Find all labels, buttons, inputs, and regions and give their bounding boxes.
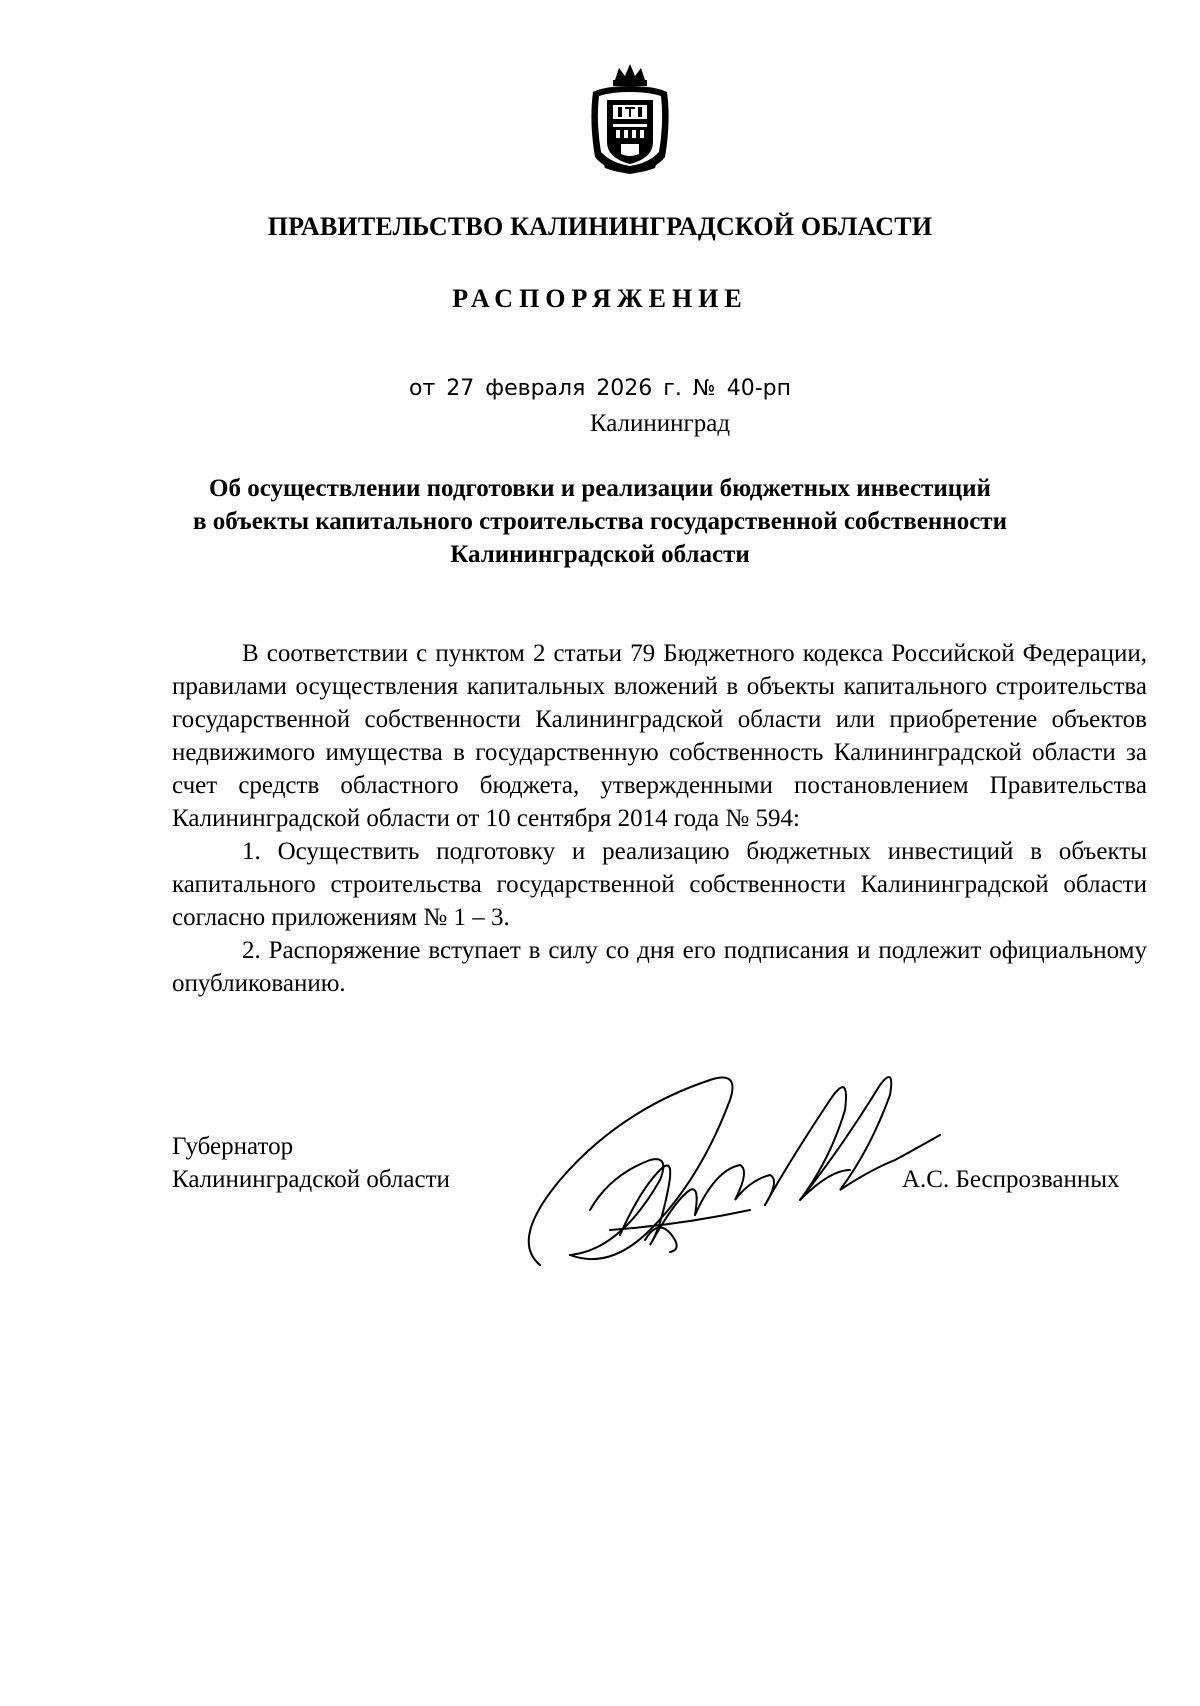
document-number: 40-рп bbox=[726, 376, 792, 401]
document-date: 27 февраля 2026 г. bbox=[446, 376, 682, 401]
organization-title: ПРАВИТЕЛЬСТВО КАЛИНИНГРАДСКОЙ ОБЛАСТИ bbox=[267, 212, 933, 241]
date-prefix: от bbox=[408, 376, 436, 401]
document-body bbox=[172, 637, 1147, 1000]
subject-line: Об осуществлении подготовки и реализации бюджетных инвестиций bbox=[209, 475, 991, 502]
document-subject bbox=[130, 472, 1070, 571]
preamble-paragraph: В соответствии с пунктом 2 статьи 79 Бюджетного кодекса Российской Федерации, правилами осуществления капитальных вложений в объекты капитального строительства государственной собственности Калининградской области или приобретение объектов недвижимого имущества в государственную собственность Калининградской области за счет средств областного бюджета, утвержденными постановлением Правительства Калининградской области от 10 сентября 2014 года № 594: bbox=[172, 640, 1147, 832]
number-label: № bbox=[692, 376, 716, 401]
date-number-line bbox=[0, 376, 1200, 401]
item-1-paragraph: 1. Осуществить подготовку и реализацию бюджетных инвестиций в объекты капитального строительства государственной собственности Калининградской области согласно приложениям № 1 – 3. bbox=[172, 838, 1147, 931]
signatory-name: А.С. Беспрозванных bbox=[902, 1166, 1120, 1193]
city: Калининград bbox=[589, 410, 731, 437]
signatory-position bbox=[172, 1130, 450, 1196]
position-title: Губернатор bbox=[172, 1133, 294, 1160]
position-region: Калининградской области bbox=[172, 1166, 450, 1193]
coat-of-arms-emblem bbox=[585, 62, 675, 177]
handwritten-signature bbox=[500, 1040, 960, 1280]
subject-line: в объекты капитального строительства государственной собственности bbox=[192, 508, 1007, 535]
document-type: РАСПОРЯЖЕНИЕ bbox=[452, 284, 748, 313]
subject-line: Калининградской области bbox=[450, 541, 750, 568]
item-2-paragraph: 2. Распоряжение вступает в силу со дня его подписания и подлежит официальному опубликованию. bbox=[172, 937, 1147, 997]
